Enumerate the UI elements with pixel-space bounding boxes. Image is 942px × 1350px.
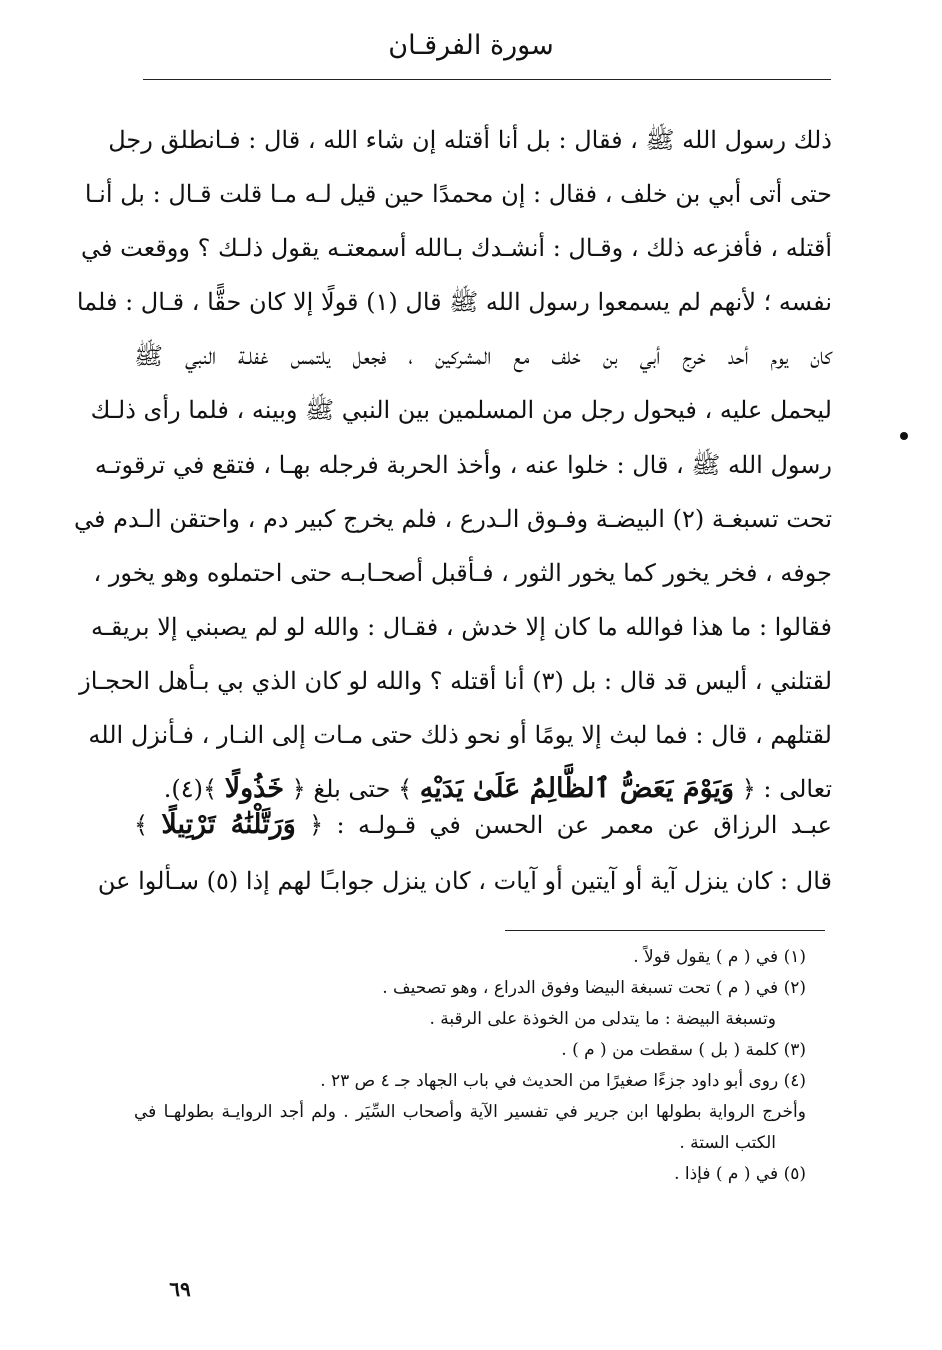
text-span: ﴾(٤). bbox=[163, 775, 225, 804]
text-line: قال : كان ينزل آية أو آيتين أو آيات ، كان ينزل جوابـًا لهم إذا (٥) سـألوا عن bbox=[97, 867, 832, 895]
footnote-continuation: وتسبغة البيضة : ما يتدلى من الخوذة على الرقبة . bbox=[429, 1009, 776, 1029]
text-line: ليحمل عليه ، فيحول رجل من المسلمين بين النبي ﷺ وبينه ، فلما رأى ذلـك bbox=[90, 396, 832, 425]
footnote: (٥) في ( م ) فإذا . bbox=[674, 1164, 806, 1184]
text-line: لقتلني ، أليس قد قال : بل (٣) أنا أقتله ؟ والله لو كان الذي بي بـأهل الحجـاز bbox=[79, 666, 832, 695]
footnote: (٣) كلمة ( بل ) سقطت من ( م ) . bbox=[561, 1040, 806, 1060]
quran-verse: وَرَتَّلْنَٰهُ تَرْتِيلًا bbox=[161, 809, 296, 840]
text-span: عبـد الرزاق عن معمر عن الحسن في قـولـه : ﴿ bbox=[295, 811, 832, 839]
header-divider bbox=[143, 79, 831, 80]
footnote: (٤) روى أبو داود جزءًا صغيرًا من الحديث في باب الجهاد جـ ٤ ص ٢٣ . bbox=[320, 1071, 806, 1091]
page-header-title: سورة الفرقـان bbox=[388, 30, 554, 61]
second-paragraph bbox=[97, 797, 832, 909]
text-line: ذلك رسول الله ﷺ ، فقال : بل أنا أقتله إن شاء الله ، قال : فـانطلق رجل bbox=[108, 126, 832, 154]
text-line: أقتله ، فأفزعه ذلك ، وقـال : أنشـدك بـالله أسمعتـه يقول ذلـك ؟ ووقعت في bbox=[81, 234, 832, 263]
footnote-divider bbox=[505, 930, 825, 931]
text-span: ﴾ bbox=[134, 811, 162, 839]
text-line: لقتلهم ، قال : فما لبث إلا يومًا أو نحو ذلك حتى مـات إلى النـار ، فـأنزل الله bbox=[88, 721, 832, 750]
footnote-continuation: الكتب الستة . bbox=[679, 1133, 776, 1153]
quran-verse: خَذُولًا bbox=[224, 773, 285, 805]
footnote: (١) في ( م ) يقول قولاً . bbox=[633, 947, 806, 967]
text-span: تعالى : ﴿ bbox=[734, 775, 832, 804]
text-line: فقالوا : ما هذا فوالله ما كان إلا خدش ، فقـال : والله لو لم يصبني إلا بريقـه bbox=[90, 612, 832, 641]
text-line: تحت تسبغـة (٢) البيضـة وفـوق الـدرع ، فلم يخرج كبير دم ، واحتقن الـدم في bbox=[74, 504, 832, 533]
text-line: نفسه ؛ لأنهم لم يسمعوا رسول الله ﷺ قال (١) قولًا إلا كان حقًّا ، قـال : فلما bbox=[76, 288, 832, 317]
margin-dot bbox=[900, 432, 908, 440]
quran-verse: وَيَوْمَ يَعَضُّ ٱلظَّالِمُ عَلَىٰ يَدَيْهِ bbox=[419, 773, 735, 805]
text-span: ﴾ حتى بلغ ﴿ bbox=[284, 775, 420, 804]
text-line: جوفه ، فخر يخور كما يخور الثور ، فـأقبل أصحـابـه حتى احتملوه وهو يخور ، bbox=[93, 558, 832, 587]
text-line: كان يوم أحد خرج أبي بن خلف مع المشركين ، فجعل يلتمس غفلـة النبي ﷺ bbox=[134, 342, 832, 371]
footnote-continuation: وأخرج الرواية بطولها ابن جرير في تفسير الآية وأصحاب السِّيَر . ولم أجد الروايـة بطولهـا في bbox=[134, 1102, 806, 1122]
text-line: رسول الله ﷺ ، قال : خلوا عنه ، وأخذ الحربة فرجله بهـا ، فتقع في ترقوتـه bbox=[94, 450, 832, 479]
footnote: (٢) في ( م ) تحت تسبغة البيضا وفوق الدراع ، وهو تصحيف . bbox=[382, 978, 806, 998]
text-line: حتى أتى أبي بن خلف ، فقال : إن محمدًا حين قيل لـه مـا قلت قـال : بل أنـا bbox=[84, 180, 832, 209]
main-text bbox=[74, 113, 832, 816]
text-line-quran bbox=[134, 797, 832, 853]
page-number: ٦٩ bbox=[169, 1277, 191, 1301]
footnotes bbox=[134, 942, 826, 1190]
